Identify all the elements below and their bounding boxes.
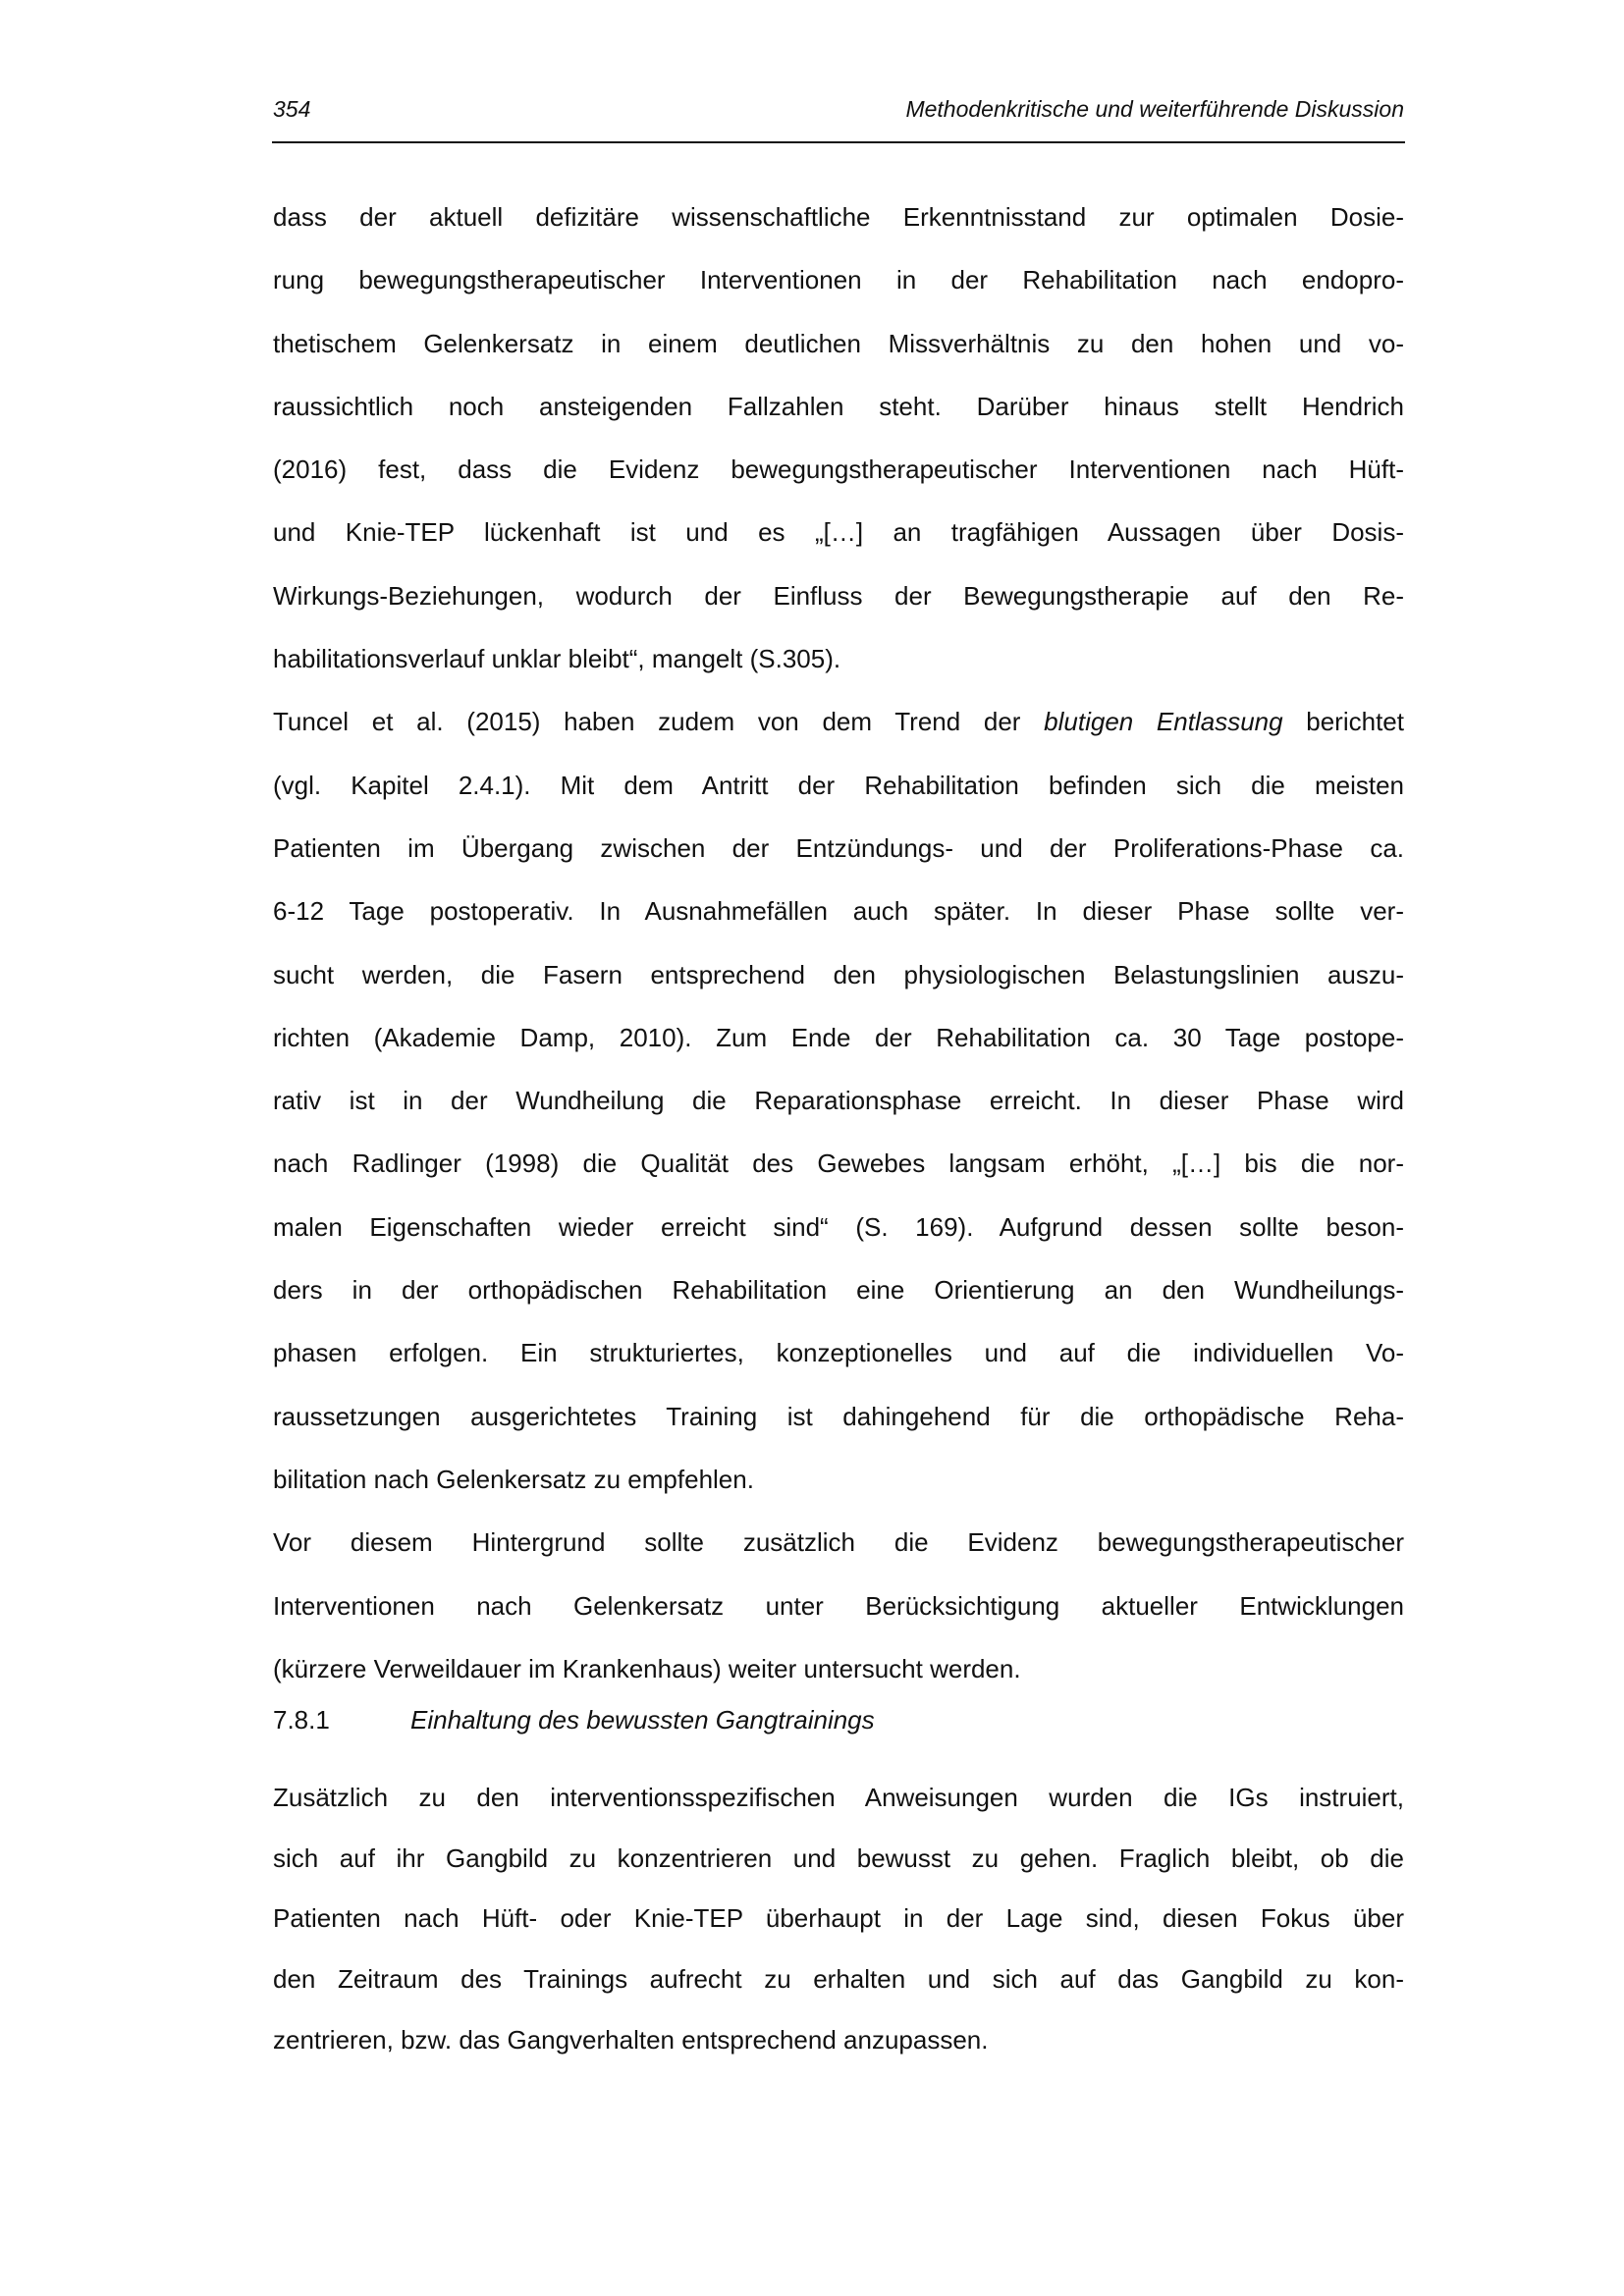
text-line: Patienten nach Hüft- oder Knie-TEP überhaupt in der Lage sind, diesen Fokus über — [273, 1903, 1404, 1934]
text-line: raussichtlich noch ansteigenden Fallzahlen steht. Darüber hinaus stellt Hendrich — [273, 391, 1404, 421]
running-header — [273, 96, 1404, 130]
text-line: phasen erfolgen. Ein strukturiertes, konzeptionelles und auf die individuellen Vo- — [273, 1338, 1404, 1368]
text-line: raussetzungen ausgerichtetes Training ist dahingehend für die orthopädische Reha- — [273, 1401, 1404, 1431]
text-line: (2016) fest, dass die Evidenz bewegungstherapeutischer Interventionen nach Hüft- — [273, 454, 1404, 485]
running-title: Methodenkritische und weiterführende Diskussion — [905, 96, 1404, 122]
text-line: malen Eigenschaften wieder erreicht sind“ (S. 169). Aufgrund dessen sollte beson- — [273, 1211, 1404, 1242]
section-body — [273, 1768, 1404, 2070]
section-title: Einhaltung des bewussten Gangtrainings — [410, 1705, 875, 1735]
paragraph — [273, 186, 1404, 690]
text-line: habilitationsverlauf unklar bleibt“, mangelt (S.305). — [273, 644, 841, 674]
text-line: rativ ist in der Wundheilung die Reparationsphase erreicht. In dieser Phase wird — [273, 1086, 1404, 1116]
text-line: 6-12 Tage postoperativ. In Ausnahmefällen auch später. In dieser Phase sollte ver- — [273, 896, 1404, 927]
text-line: Zusätzlich zu den interventionsspezifischen Anweisungen wurden die IGs instruiert, — [273, 1783, 1404, 1812]
emphasis: blutigen Entlassung — [1044, 707, 1283, 737]
text-line: Tuncel et al. (2015) haben zudem von dem Trend der blutigen Entlassung berichtet — [273, 707, 1404, 737]
text-line: richten (Akademie Damp, 2010). Zum Ende der Rehabilitation ca. 30 Tage postope- — [273, 1022, 1404, 1052]
paragraph — [273, 1511, 1404, 1700]
text-line: bilitation nach Gelenkersatz zu empfehlen. — [273, 1464, 754, 1494]
text-line: rung bewegungstherapeutischer Interventionen in der Rehabilitation nach endopro- — [273, 265, 1404, 295]
body-text — [273, 186, 1404, 1700]
text-line: sucht werden, die Fasern entsprechend den physiologischen Belastungslinien auszu- — [273, 959, 1404, 989]
page-number: 354 — [273, 96, 311, 122]
text-line: den Zeitraum des Trainings aufrecht zu erhalten und sich auf das Gangbild zu kon- — [273, 1964, 1404, 1995]
text-line: Patienten im Übergang zwischen der Entzündungs- und der Proliferations-Phase ca. — [273, 832, 1404, 863]
text-line: dass der aktuell defizitäre wissenschaftliche Erkenntnisstand zur optimalen Dosie- — [273, 202, 1404, 232]
text-line: zentrieren, bzw. das Gangverhalten entsprechend anzupassen. — [273, 2024, 989, 2055]
text-line: (kürzere Verweildauer im Krankenhaus) weiter untersucht werden. — [273, 1653, 1021, 1683]
text-line: ders in der orthopädischen Rehabilitation eine Orientierung an den Wundheilungs- — [273, 1275, 1404, 1306]
header-rule — [272, 141, 1405, 143]
section-number: 7.8.1 — [273, 1705, 330, 1735]
text-line: Interventionen nach Gelenkersatz unter Berücksichtigung aktueller Entwicklungen — [273, 1590, 1404, 1621]
section-heading — [273, 1688, 875, 1751]
text-line: und Knie-TEP lückenhaft ist und es „[…] an tragfähigen Aussagen über Dosis- — [273, 517, 1404, 548]
text-line: Wirkungs-Beziehungen, wodurch der Einfluss der Bewegungstherapie auf den Re- — [273, 580, 1404, 611]
text-line: nach Radlinger (1998) die Qualität des Gewebes langsam erhöht, „[…] bis die nor- — [273, 1148, 1404, 1179]
text-line: sich auf ihr Gangbild zu konzentrieren und bewusst zu gehen. Fraglich bleibt, ob die — [273, 1842, 1404, 1873]
paragraph — [273, 690, 1404, 1511]
text-line: Vor diesem Hintergrund sollte zusätzlich die Evidenz bewegungstherapeutischer — [273, 1527, 1404, 1558]
text-line: thetischem Gelenkersatz in einem deutlichen Missverhältnis zu den hohen und vo- — [273, 328, 1404, 358]
text-line: (vgl. Kapitel 2.4.1). Mit dem Antritt der Rehabilitation befinden sich die meisten — [273, 770, 1404, 800]
